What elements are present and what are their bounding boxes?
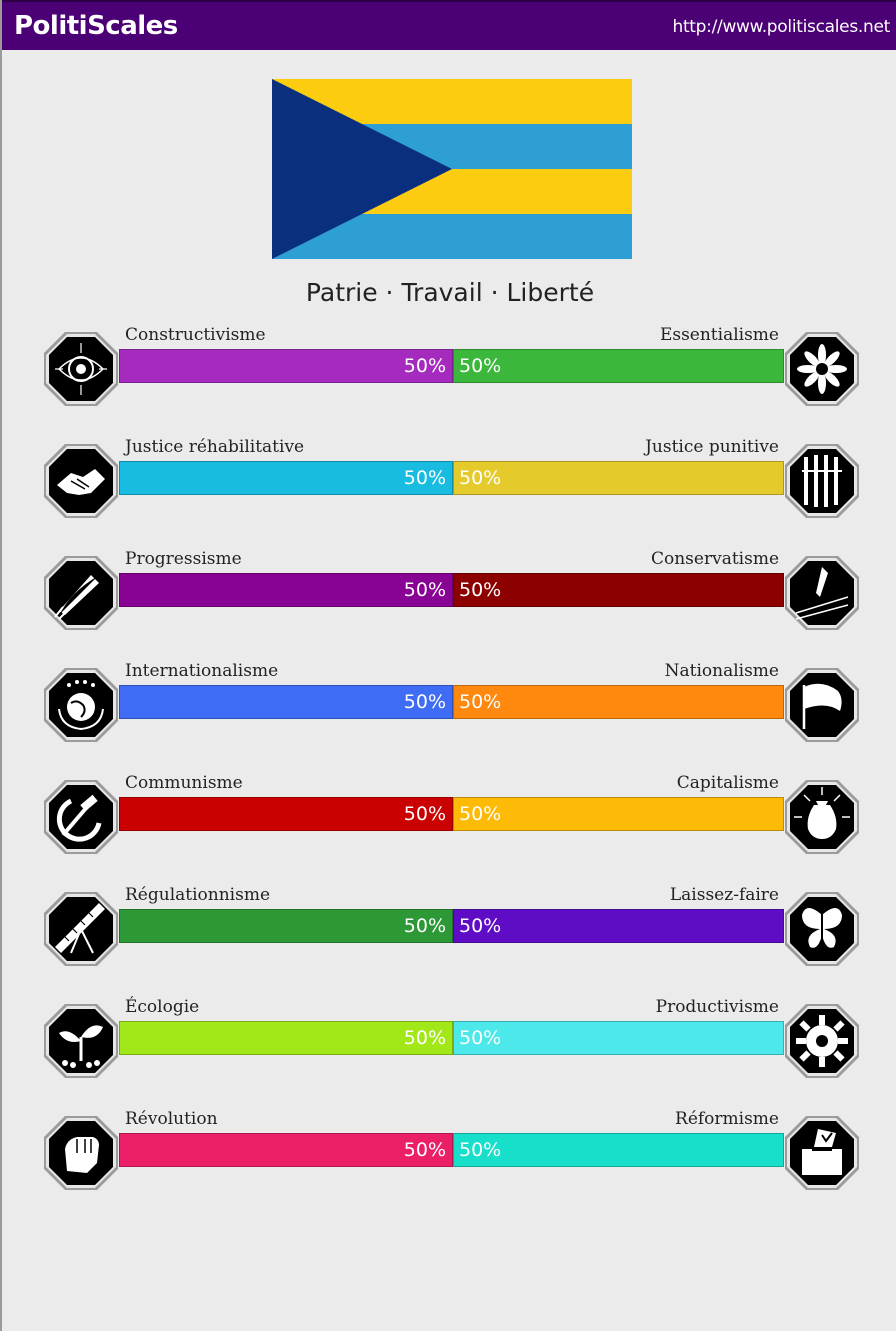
axis-left-label: Internationalisme [125,661,279,681]
axis-left-bar [119,1021,453,1055]
ballot-box-icon [782,1113,862,1193]
hammer-sickle-icon [41,777,121,857]
axis-right-percent: 50% [459,803,502,825]
axis-left-percent: 50% [403,579,446,601]
axis-right-label: Nationalisme [664,661,779,681]
brand-logo[interactable]: PolitiScales [14,11,178,41]
axis-left-bar [119,461,453,495]
axis-left-bar [119,573,453,607]
money-bag-icon [782,777,862,857]
flag-wave-icon [782,665,862,745]
axis-left-bar [119,909,453,943]
fist-icon [41,1113,121,1193]
prison-bars-icon [782,441,862,521]
axis-left-bar [119,797,453,831]
axis-right-bar [453,797,784,831]
app-header [2,0,896,50]
sprout-icon [41,1001,121,1081]
hourglass-icon [782,553,862,633]
flag-icon [272,79,632,259]
axis-left-label: Régulationnisme [125,885,271,905]
axis-right-bar [453,349,784,383]
axis-left-percent: 50% [403,803,446,825]
eye-web-icon [41,329,121,409]
axis-left-percent: 50% [403,691,446,713]
axis-left-bar [119,685,453,719]
axis-left-label: Constructivisme [125,325,266,345]
axis-right-label: Productivisme [655,997,779,1017]
ruler-compass-icon [41,889,121,969]
axis-left-label: Progressisme [125,549,242,569]
axis-row [2,1109,896,1221]
axis-row [2,325,896,437]
axis-row [2,661,896,773]
axis-right-percent: 50% [459,1027,502,1049]
flag-slogan: Patrie · Travail · Liberté [305,278,595,307]
axis-left-percent: 50% [403,467,446,489]
axis-left-bar [119,349,453,383]
axis-right-percent: 50% [459,691,502,713]
axis-right-bar [453,1021,784,1055]
gear-icon [782,1001,862,1081]
axis-left-label: Justice réhabilitative [125,437,305,457]
axis-left-percent: 50% [403,915,446,937]
handshake-icon [41,441,121,521]
axis-row [2,885,896,997]
axis-right-label: Capitalisme [676,773,779,793]
axis-row [2,437,896,549]
axis-right-label: Justice punitive [645,437,779,457]
axis-row [2,773,896,885]
axis-right-percent: 50% [459,467,502,489]
axis-left-percent: 50% [403,1139,446,1161]
axis-right-percent: 50% [459,579,502,601]
axis-right-label: Laissez-faire [669,885,779,905]
axis-right-bar [453,573,784,607]
axis-left-label: Révolution [125,1109,218,1129]
axis-right-bar [453,909,784,943]
axis-left-label: Communisme [125,773,243,793]
axis-left-percent: 50% [403,1027,446,1049]
rocket-icon [41,553,121,633]
axis-right-percent: 50% [459,355,502,377]
flower-icon [782,329,862,409]
axis-right-label: Conservatisme [650,549,779,569]
axis-left-label: Écologie [125,997,200,1017]
axis-right-label: Réformisme [675,1109,779,1129]
axis-right-bar [453,685,784,719]
globe-icon [41,665,121,745]
axis-right-bar [453,1133,784,1167]
axis-left-bar [119,1133,453,1167]
axis-right-percent: 50% [459,1139,502,1161]
axis-row [2,549,896,661]
site-url-link[interactable]: http://www.politiscales.net [672,17,890,37]
axis-right-bar [453,461,784,495]
axis-right-label: Essentialisme [659,325,779,345]
axis-right-percent: 50% [459,915,502,937]
butterfly-icon [782,889,862,969]
axis-left-percent: 50% [403,355,446,377]
axis-row [2,997,896,1109]
